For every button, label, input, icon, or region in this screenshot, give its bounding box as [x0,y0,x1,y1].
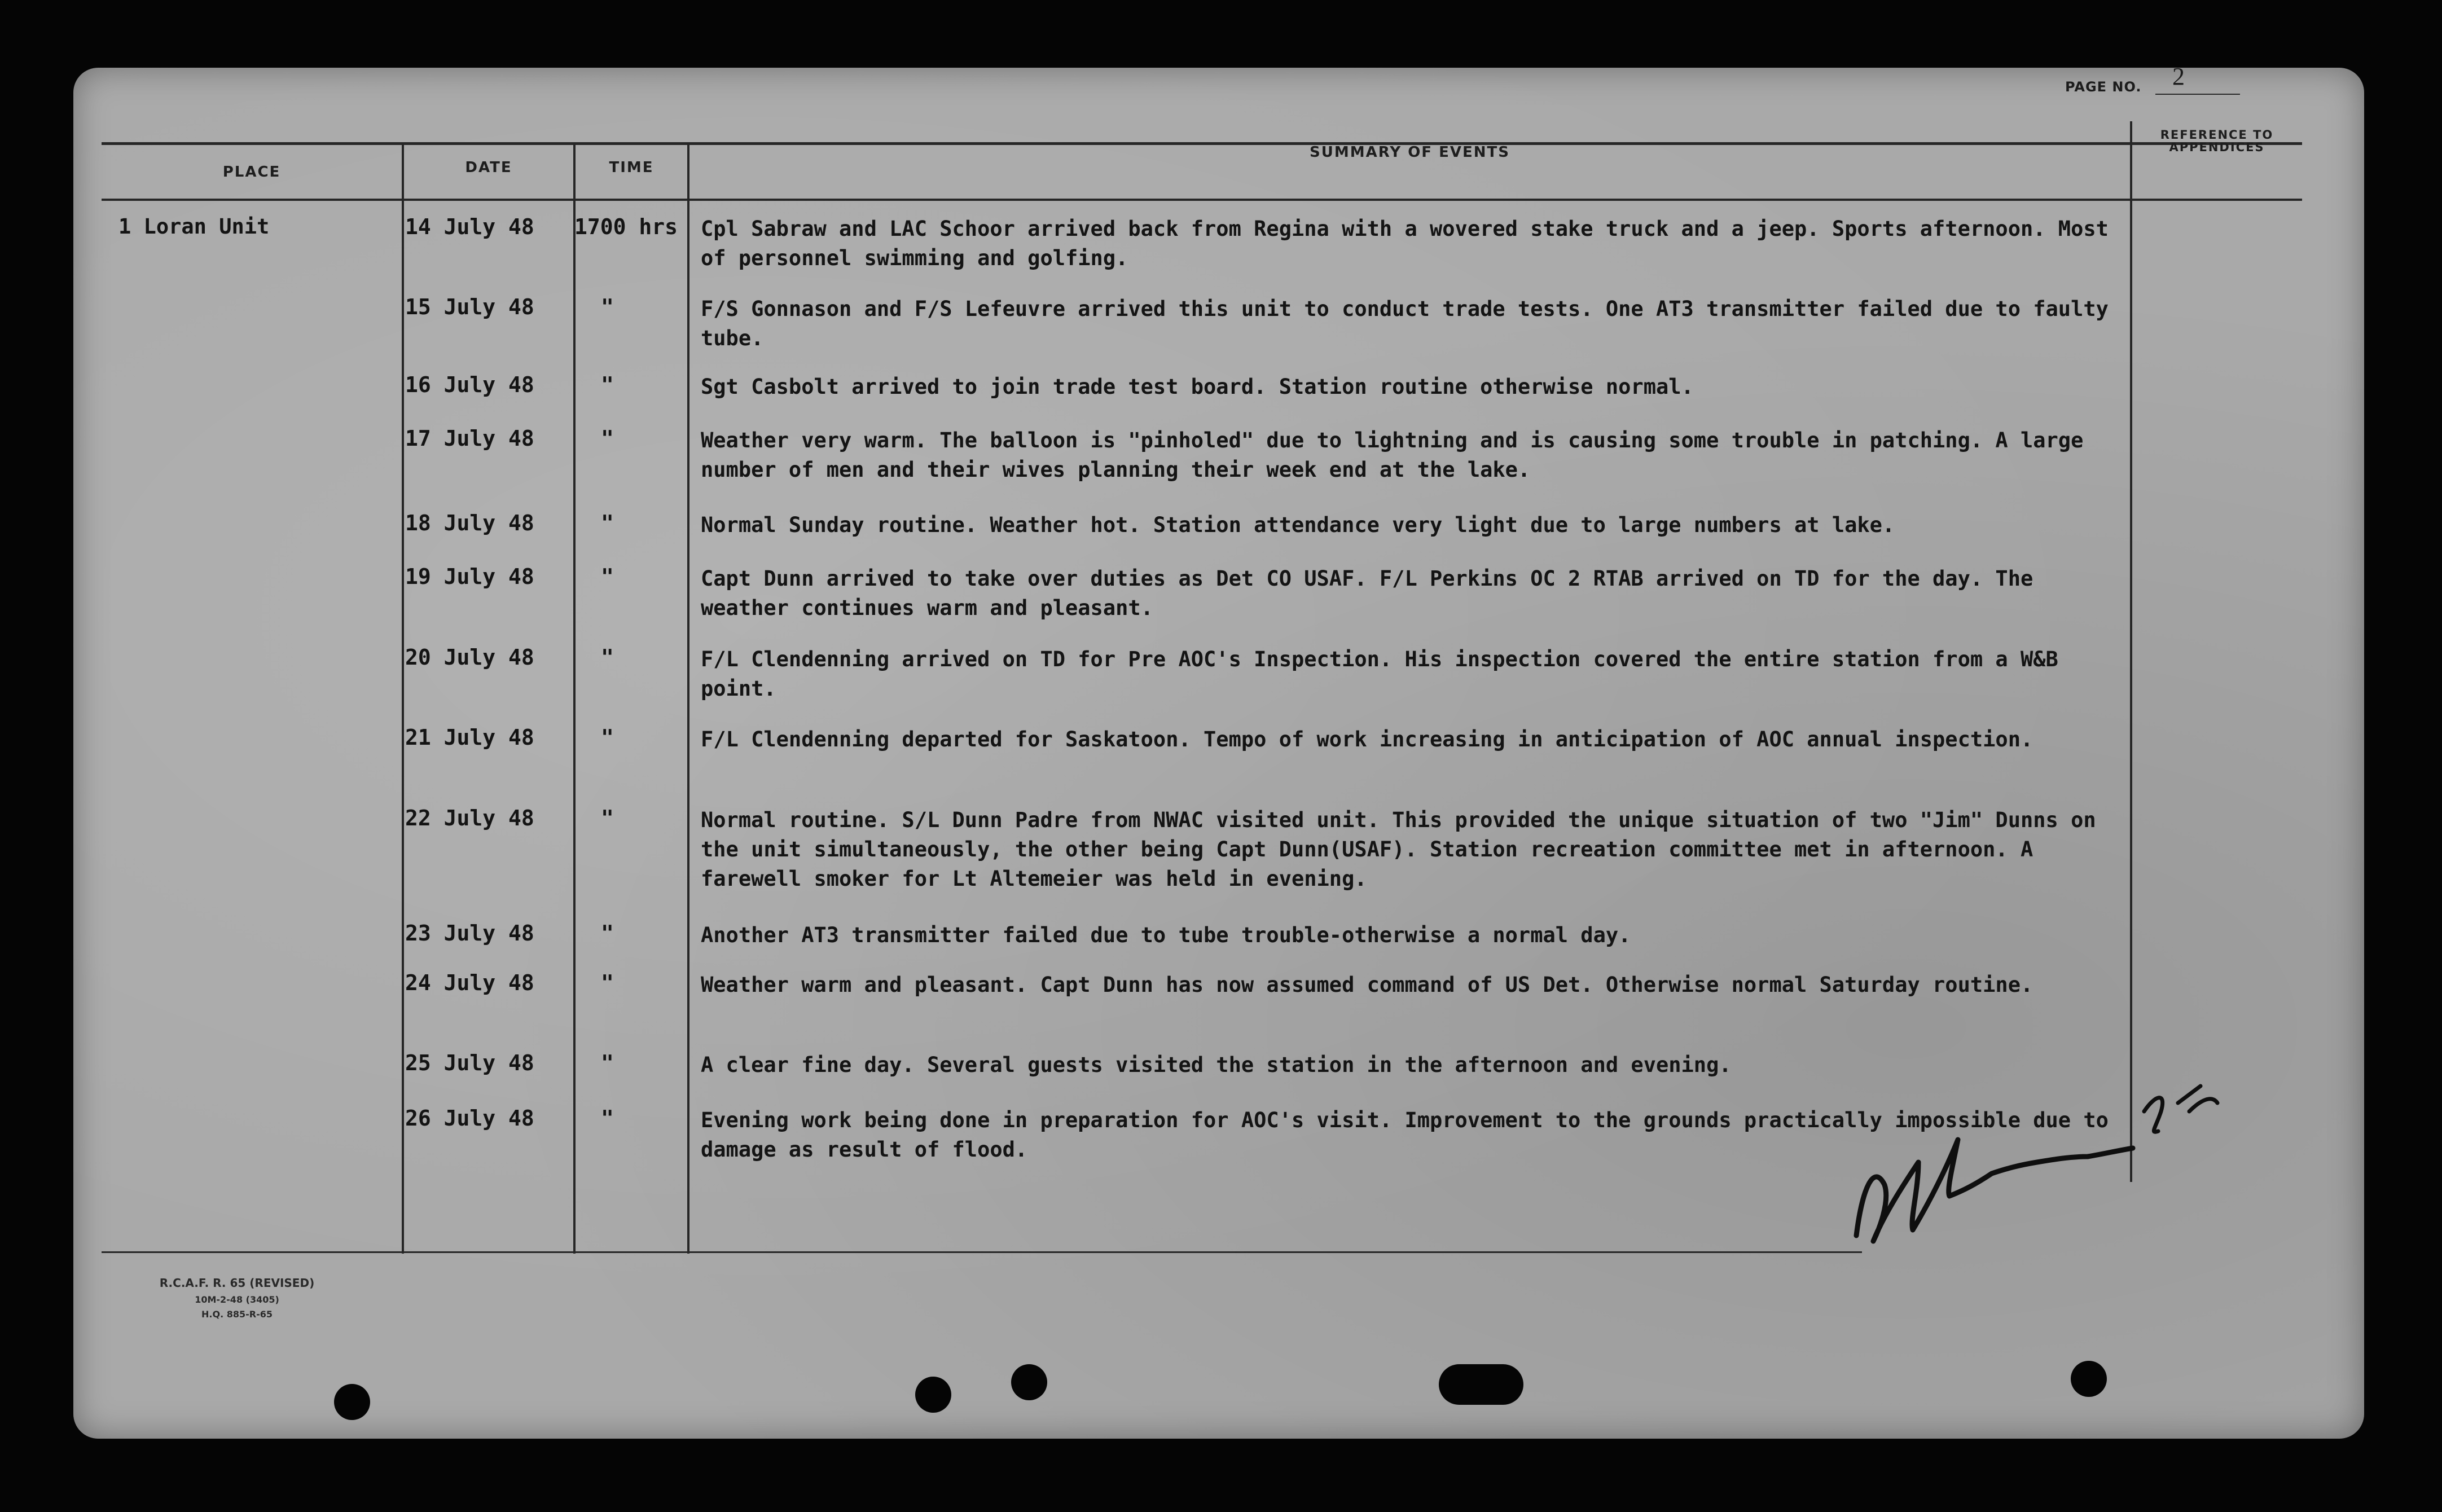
date-cell: 23 July 48 [405,921,534,946]
column-divider-time [687,144,689,1254]
punch-hole [915,1377,951,1413]
header-time: TIME [609,159,654,176]
summary-cell: Weather very warm. The balloon is "pinholed" due to lightning and is causing some trouble in patching. A large number of men and their wives planning their week end at the lake. [701,428,2084,482]
summary-cell: F/L Clendenning departed for Saskatoon. Tempo of work increasing in anticipation of AOC annual inspection. [701,727,2033,751]
punch-hole [1011,1364,1047,1400]
summary-cell: Sgt Casbolt arrived to join trade test board. Station routine otherwise normal. [701,375,1694,399]
header-summary: SUMMARY OF EVENTS [1310,144,1510,161]
date-cell: 15 July 48 [405,295,534,319]
summary-cell: Another AT3 transmitter failed due to tube trouble-otherwise a normal day. [701,923,1631,947]
summary-cell: Capt Dunn arrived to take over duties as Det CO USAF. F/L Perkins OC 2 RTAB arrived on TD for the day. The weather continues warm and pleasant. [701,566,2033,620]
form-id: R.C.A.F. R. 65 (REVISED) [159,1276,315,1290]
time-cell: " [601,564,614,589]
column-divider-summary [2130,121,2132,1182]
punch-hole [1439,1364,1523,1405]
summary-cell: Cpl Sabraw and LAC Schoor arrived back from Regina with a wovered stake truck and a jeep. Sports afternoon. Most of personnel swimming and golfing. [701,217,2109,270]
time-cell: " [601,921,614,946]
column-divider-date [573,144,576,1254]
date-cell: 14 July 48 [405,214,534,239]
table-bottom-rule [102,1251,1862,1253]
header-date: DATE [465,159,512,176]
time-cell: " [601,295,614,319]
summary-cell: F/S Gonnason and F/S Lefeuvre arrived this unit to conduct trade tests. One AT3 transmitter failed due to faulty tube. [701,297,2109,350]
time-cell: " [601,426,614,451]
hq-line: H.Q. 885-R-65 [201,1309,273,1320]
summary-cell: A clear fine day. Several guests visited the station in the afternoon and evening. [701,1053,1732,1077]
date-cell: 16 July 48 [405,372,534,397]
header-reference: REFERENCE TO APPENDICES [2160,128,2274,154]
date-cell: 17 July 48 [405,426,534,451]
date-cell: 18 July 48 [405,511,534,535]
time-cell: " [601,372,614,397]
summary-cell: Normal Sunday routine. Weather hot. Station attendance very light due to large numbers at lake. [701,513,1895,537]
header-place: PLACE [222,164,281,181]
column-divider-place [402,144,404,1254]
signature [1851,1049,2234,1298]
page-no-underline [2155,94,2240,95]
date-cell: 25 July 48 [405,1051,534,1075]
time-cell: " [601,725,614,750]
time-cell: " [601,970,614,995]
print-line: 10M-2-48 (3405) [195,1294,279,1305]
time-cell: " [601,806,614,830]
summary-cell: F/L Clendenning arrived on TD for Pre AOC's Inspection. His inspection covered the entire station from a W&B point. [701,647,2058,701]
punch-hole [334,1384,370,1420]
date-cell: 22 July 48 [405,806,534,830]
time-cell: " [601,511,614,535]
header-bottom-rule [102,199,2302,201]
time-cell: " [601,1051,614,1075]
date-cell: 26 July 48 [405,1106,534,1131]
summary-cell: Evening work being done in preparation for AOC's visit. Improvement to the grounds practically impossible due to damage as result of flood. [701,1108,2109,1162]
date-cell: 20 July 48 [405,645,534,670]
punch-hole [2071,1361,2107,1397]
time-cell: " [601,1106,614,1131]
date-cell: 24 July 48 [405,970,534,995]
time-cell: " [601,645,614,670]
page-no-label: PAGE NO. [2065,79,2142,95]
place-cell: 1 Loran Unit [118,214,270,239]
date-cell: 21 July 48 [405,725,534,750]
time-cell: 1700 hrs [574,214,678,239]
page-no-value: 2 [2172,63,2185,90]
summary-cell: Normal routine. S/L Dunn Padre from NWAC visited unit. This provided the unique situation of two "Jim" Dunns on the unit simultaneously, the other being Capt Dunn(USAF). Station recreation committee met in afternoon. A farewell smoker for Lt Altemeier was held in evening. [701,808,2096,891]
summary-cell: Weather warm and pleasant. Capt Dunn has now assumed command of US Det. Otherwise normal Saturday routine. [701,973,2033,997]
date-cell: 19 July 48 [405,564,534,589]
